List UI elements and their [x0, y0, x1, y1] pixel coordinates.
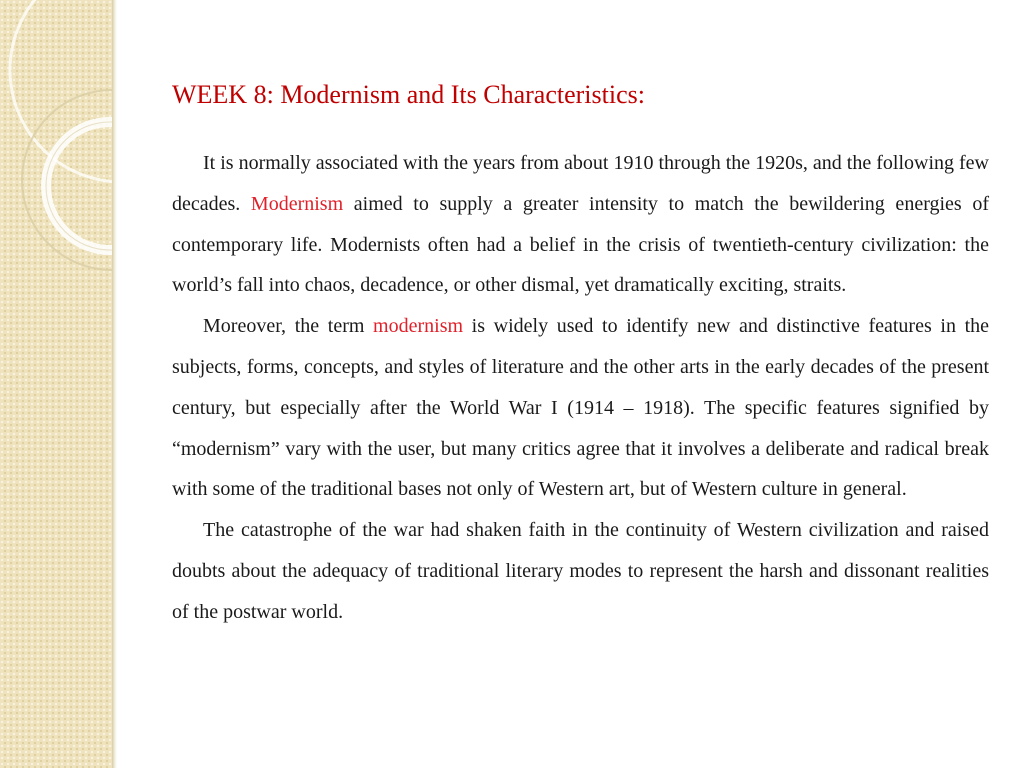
paragraph	[172, 510, 989, 632]
title-prefix: WEEK 8:	[172, 80, 281, 109]
paragraph-text: Moreover, the term	[203, 315, 374, 338]
decorative-side-panel	[0, 0, 112, 768]
title-main: Modernism and Its Characteristics:	[280, 80, 645, 109]
slide-title	[172, 80, 645, 110]
paragraph	[172, 306, 989, 510]
highlighted-term: Modernism	[250, 192, 344, 215]
body-text	[172, 143, 989, 633]
paragraph-text: It is normally associated with the years from about 1910 through the 1920s, and the following few decades.	[172, 152, 989, 215]
paragraph-text: is widely used to identify new and distinctive features in the subjects, forms, concepts, and styles of literature and the other arts in the early decades of the present century, but especially after the World War I (1914 – 1918). The specific features signified by “modernism” vary with the user, but many critics agree that it involves a deliberate and radical break with some of the traditional bases not only of Western art, but of Western culture in general.	[172, 315, 990, 501]
side-panel-edge	[112, 0, 117, 768]
decorative-rings-graphic	[0, 0, 112, 768]
paragraph-text: The catastrophe of the war had shaken faith in the continuity of Western civilization and raised doubts about the adequacy of traditional literary modes to represent the harsh and dissonant realities of the postwar world.	[172, 519, 989, 623]
highlighted-term: modernism	[373, 315, 464, 338]
paragraph-text: aimed to supply a greater intensity to match the bewildering energies of contemporary life. Modernists often had a belief in the crisis of twentieth-century civilization: the world’s fall into chaos, decadence, or other dismal, yet dramatically exciting, straits.	[172, 192, 989, 297]
paragraph	[172, 143, 989, 306]
